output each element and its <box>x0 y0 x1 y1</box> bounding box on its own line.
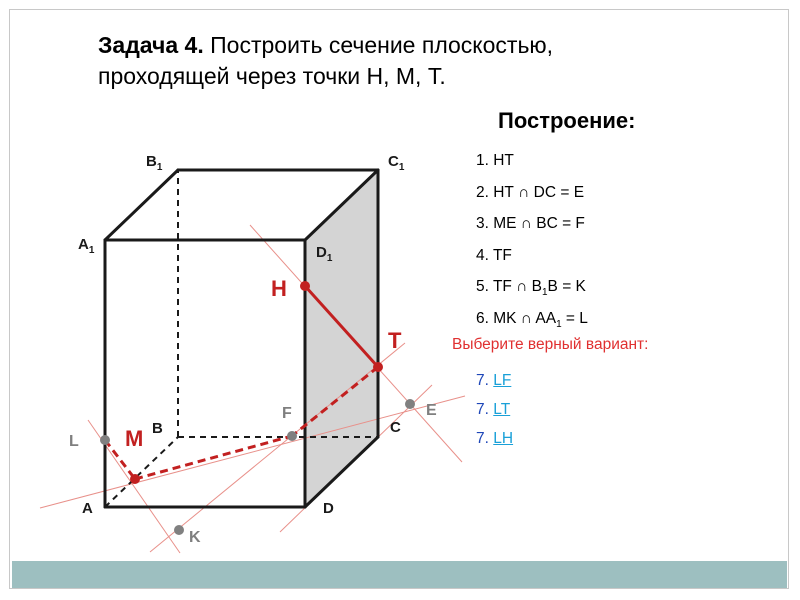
vertex-label-a: A <box>82 500 93 517</box>
construction-step: 5. TF ∩ $B_1B = K$ <box>476 278 586 299</box>
answer-options <box>476 368 513 455</box>
point-l <box>100 435 110 445</box>
task-text-line2: проходящей через точки Н, М, Т. <box>98 63 446 89</box>
vertex-label-b1: $B_1$ <box>146 153 163 173</box>
vertex-label-a1: $A_1$ <box>78 236 95 256</box>
vertex-label-c: C <box>390 419 401 436</box>
right-face-shading <box>305 170 378 507</box>
option-number: 7. <box>476 401 489 418</box>
point-label-h: H <box>271 276 287 301</box>
construction-step: 3. МЕ ∩ BC = F <box>476 215 585 232</box>
construction-steps <box>476 148 588 337</box>
construction-heading: Построение: <box>498 108 636 133</box>
point-label-l: L <box>69 433 79 450</box>
point-t <box>373 362 383 372</box>
point-h <box>300 281 310 291</box>
construction-step: 4. TF <box>476 246 512 264</box>
choice-prompt: Выберите верный вариант: <box>452 336 649 353</box>
point-label-k: K <box>189 529 201 546</box>
task-number: Задача 4. <box>98 32 204 58</box>
task-text-line1: Построить сечение плоскостью, <box>203 32 554 58</box>
point-f <box>287 431 297 441</box>
point-label-t: T <box>388 328 402 353</box>
option-link-lf[interactable]: LF <box>493 372 512 389</box>
point-m <box>130 474 140 484</box>
construction-step: 6. MK ∩ $AA_1 = L$ <box>476 309 588 330</box>
vertex-label-c1: $C_1$ <box>388 153 405 173</box>
point-label-e: E <box>426 402 437 419</box>
construction-step: 1. НТ <box>476 152 514 169</box>
edge-a1b1 <box>105 170 178 240</box>
vertex-label-d1: $D_1$ <box>316 244 333 264</box>
vertex-label-d: D <box>323 500 334 517</box>
point-e <box>405 399 415 409</box>
point-label-f: F <box>282 405 292 422</box>
option-link-lh[interactable]: LH <box>493 430 514 447</box>
answer-option-lt <box>476 397 513 426</box>
construction-step: 2. НТ ∩ DC = E <box>476 183 585 201</box>
point-label-m: M <box>125 426 144 451</box>
point-k <box>174 525 184 535</box>
answer-option-lf <box>476 368 513 397</box>
option-link-lt[interactable]: LT <box>493 401 511 418</box>
vertex-label-b: B <box>152 420 163 437</box>
option-number: 7. <box>476 430 489 447</box>
bottom-bar <box>12 561 787 588</box>
answer-option-lh <box>476 426 513 455</box>
section-segment-mf <box>135 436 292 479</box>
option-number: 7. <box>476 372 489 389</box>
